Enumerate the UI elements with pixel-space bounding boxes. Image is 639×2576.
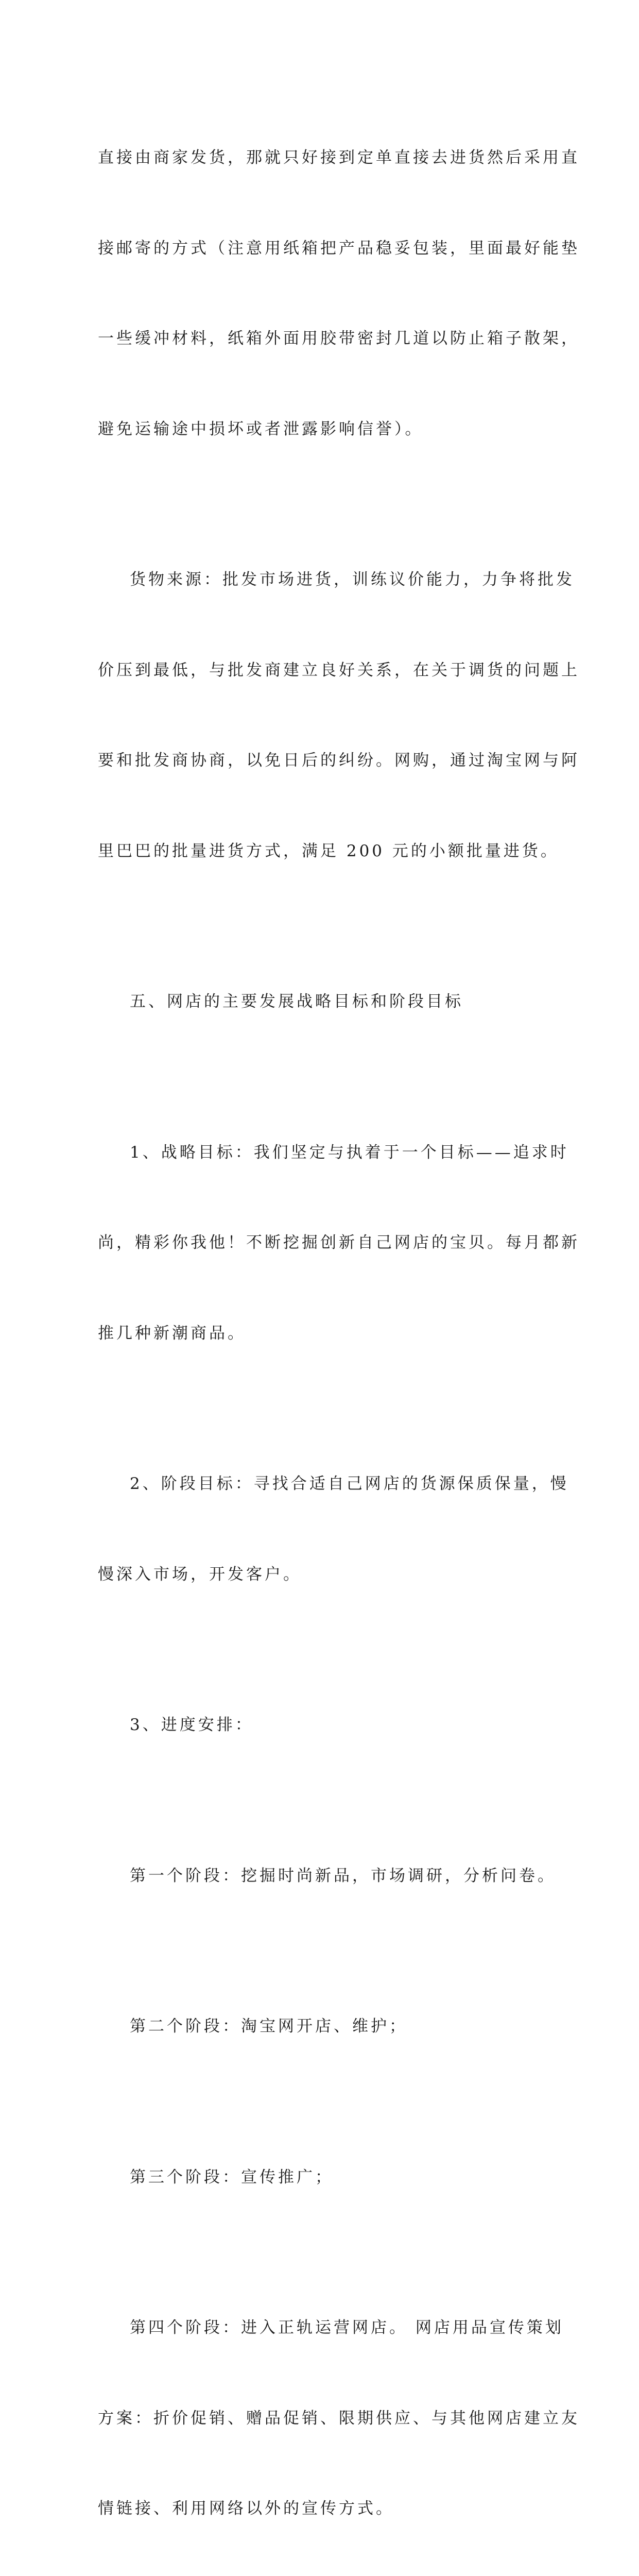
document-body <box>98 82 580 2576</box>
paragraph-stage-two <box>98 1951 551 2102</box>
text-line: 第二个阶段：淘宝网开店、维护； <box>130 2017 408 2036</box>
text-line: 2、阶段目标：寻找合适自己网店的货源保质保量，慢 <box>130 1475 569 1493</box>
text-line: 第三个阶段：宣传推广； <box>130 2167 334 2187</box>
text-line: 第一个阶段：挖掘时尚新品，市场调研，分析问卷。 <box>130 1866 556 1885</box>
paragraph-stage-three <box>98 2102 551 2253</box>
heading-section-five <box>98 926 551 1077</box>
paragraph-shipping <box>98 82 580 504</box>
text-line: 里巴巴的批量进货方式，满足 200 元的小额批量进货。 <box>98 841 559 860</box>
text-line: 货物来源：批发市场进货，训练议价能力，力争将批发 <box>130 570 575 589</box>
text-line: 接邮寄的方式（注意用纸箱把产品稳妥包装，里面最好能垫 <box>98 239 580 258</box>
text-line: 1、战略目标：我们坚定与执着于一个目标——追求时 <box>130 1143 569 1162</box>
text-line: 推几种新潮商品。 <box>98 1324 246 1343</box>
text-line: 慢深入市场，开发客户。 <box>98 1565 302 1584</box>
text-line: 一些缓冲材料，纸箱外面用胶带密封几道以防止箱子散架， <box>98 329 580 348</box>
text-line: 尚，精彩你我他！不断挖掘创新自己网店的宝贝。每月都新 <box>98 1233 580 1252</box>
text-line: 避免运输途中损坏或者泄露影响信誉）。 <box>98 419 424 438</box>
paragraph-schedule <box>98 1650 551 1801</box>
text-line: 情链接、利用网络以外的宣传方式。 <box>98 2499 394 2518</box>
paragraph-goods-source <box>98 504 580 926</box>
paragraph-strategic-goal <box>98 1077 580 1409</box>
paragraph-stage-goal <box>98 1409 569 1650</box>
text-line: 价压到最低，与批发商建立良好关系，在关于调货的问题上 <box>98 660 580 680</box>
text-line: 方案：折价促销、赠品促销、限期供应、与其他网店建立友 <box>98 2409 580 2428</box>
text-line: 直接由商家发货，那就只好接到定单直接去进货然后采用直 <box>98 148 580 167</box>
section-heading: 五、网店的主要发展战略目标和阶段目标 <box>130 992 463 1011</box>
paragraph-stage-four <box>98 2252 580 2576</box>
paragraph-stage-one <box>98 1801 556 1952</box>
text-line: 3、进度安排： <box>130 1716 254 1734</box>
text-line: 要和批发商协商，以免日后的纠纷。网购，通过淘宝网与阿 <box>98 751 580 770</box>
text-line: 第四个阶段：进入正轨运营网店。 网店用品宣传策划 <box>130 2318 564 2337</box>
